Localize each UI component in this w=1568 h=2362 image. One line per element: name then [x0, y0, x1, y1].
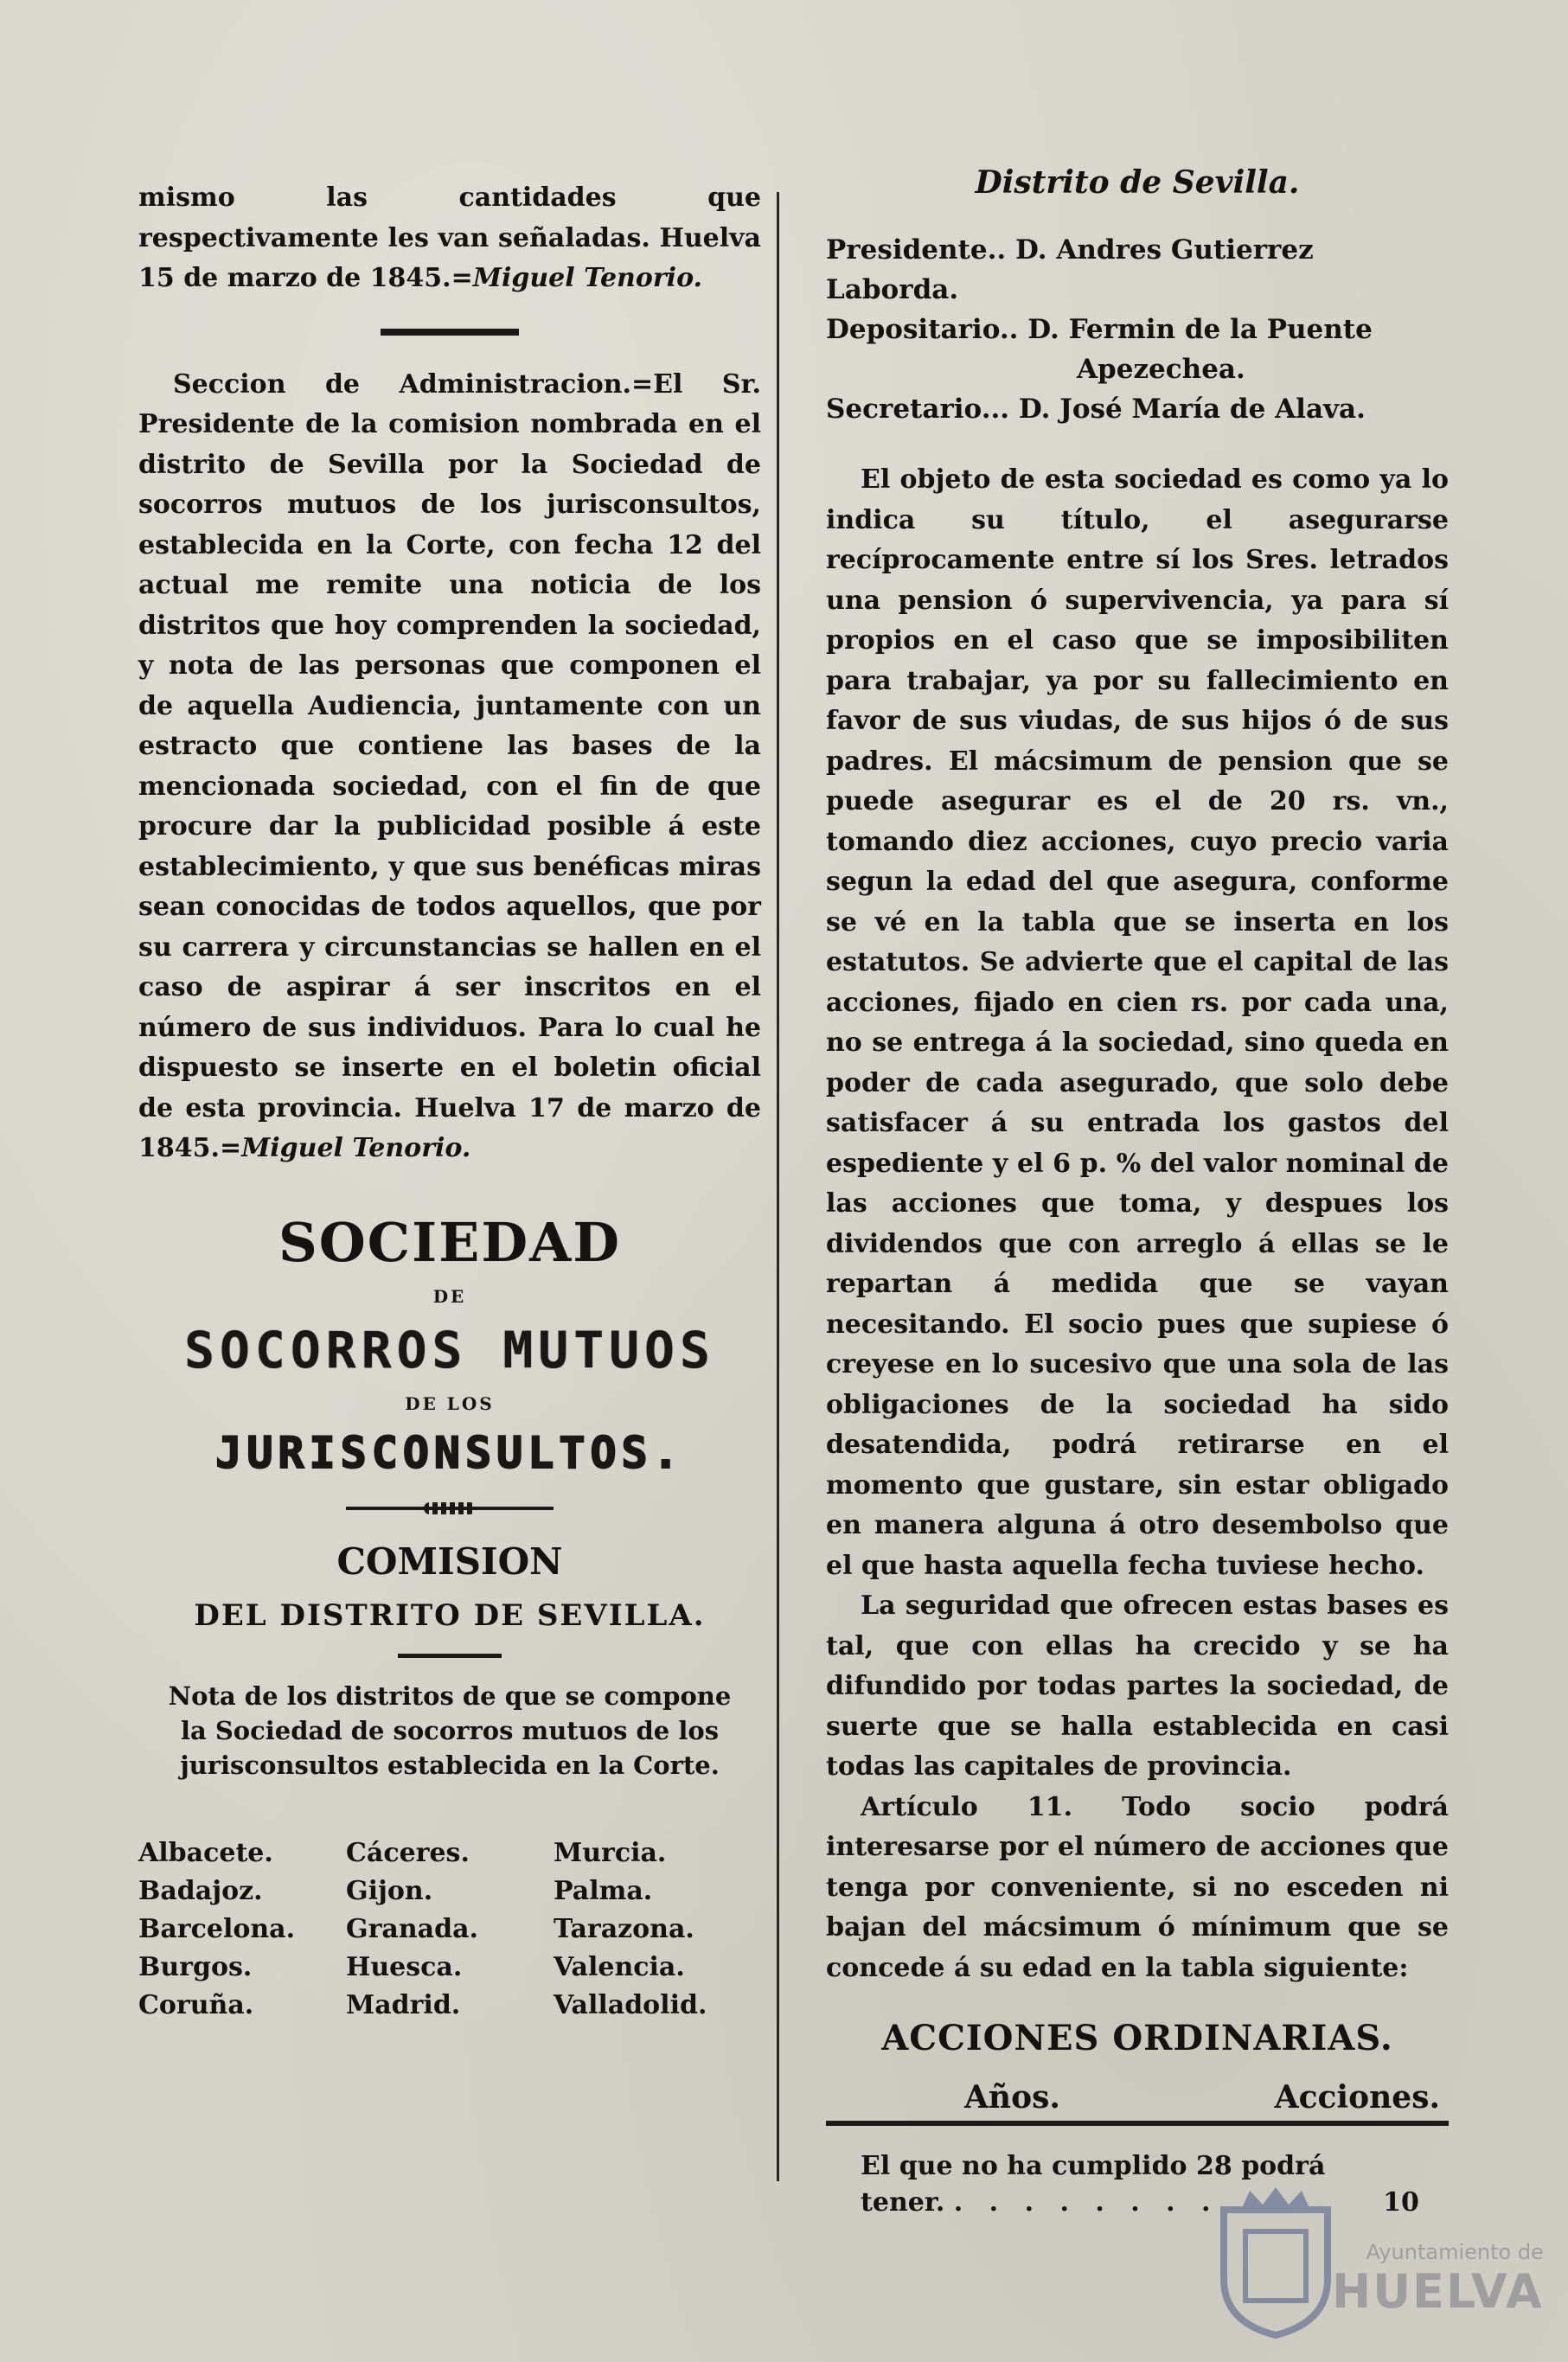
table-row [826, 2148, 1449, 2221]
district-item: Valencia. [554, 1951, 685, 1982]
watermark-line2: HUELVA [1332, 2264, 1544, 2319]
officer-presidente: Presidente.. D. Andres Gutierrez Laborda. [826, 234, 1314, 305]
district-item: Coruña. [138, 1989, 254, 2020]
distrito-sevilla-heading: DEL DISTRITO DE SEVILLA. [194, 1597, 706, 1633]
signature: Miguel Tenorio. [472, 263, 703, 293]
distrito-sevilla-title: Distrito de Sevilla. [975, 164, 1300, 201]
district-item: Badajoz. [138, 1875, 263, 1906]
column-header-acciones: Acciones. [1274, 2079, 1440, 2116]
district-item: Tarazona. [554, 1913, 694, 1944]
left-column [138, 178, 761, 2025]
separator-rule [398, 1654, 502, 1658]
table-header [826, 2079, 1449, 2116]
ayuntamiento-crest-icon [1206, 2184, 1345, 2340]
district-item: Barcelona. [138, 1913, 296, 1944]
de-los-line: DE LOS [405, 1392, 495, 1414]
column-divider [777, 192, 779, 2181]
district-item: Burgos. [138, 1951, 253, 1982]
socorros-mutuos-heading: SOCORROS MUTUOS [184, 1320, 715, 1379]
districts-list [138, 1834, 761, 2025]
articulo-11-paragraph: Artículo 11. Todo socio podrá interesarse por el número de acciones que tenga por conveniente, si no esceden ni bajan del mácsimum ó mínimum que se concede á su edad en la tabla siguiente: [826, 1791, 1449, 1983]
sociedad-heading: SOCIEDAD [278, 1210, 622, 1274]
table-cell-value: 10 [1383, 2187, 1419, 2218]
separator-rule [381, 329, 519, 336]
table-rule [826, 2121, 1449, 2126]
district-item: Huesca. [346, 1951, 463, 1982]
nota-distritos: Nota de los distritos de que se compone la Sociedad de socorros mutuos de los jurisconsultos establecida en la Corte. [168, 1680, 732, 1780]
district-item: Palma. [554, 1875, 653, 1906]
left-opening-paragraph: mismo las cantidades que respectivamente les van señaladas. Huelva 15 de marzo de 1845.=Miguel Tenorio. [138, 182, 761, 293]
district-item: Granada. [346, 1913, 478, 1944]
jurisconsultos-heading: JURISCONSULTOS. [215, 1427, 684, 1478]
signature: Miguel Tenorio. [241, 1133, 471, 1163]
officer-depositario: Depositario.. D. Fermin de la Puente [826, 314, 1373, 345]
officer-depositario-continued: Apezechea. [1077, 354, 1245, 385]
comision-heading: COMISION [336, 1539, 563, 1583]
district-item: Albacete. [138, 1837, 273, 1868]
district-item: Gijon. [346, 1875, 433, 1906]
acciones-ordinarias-heading: ACCIONES ORDINARIAS. [881, 2018, 1393, 2058]
watermark-line1: Ayuntamiento de [1366, 2240, 1544, 2264]
district-item: Murcia. [554, 1837, 667, 1868]
watermark-text [1332, 2240, 1544, 2319]
officer-secretario: Secretario... D. José María de Alava. [826, 394, 1366, 425]
column-header-anos: Años. [964, 2079, 1060, 2116]
objeto-paragraph: El objeto de esta sociedad es como ya lo indica su título, el asegurarse recíprocamente entre sí los Sres. letrados una pension ó supervivencia, ya para sí propios en el caso que se imposibiliten para trabajar, ya por su fallecimiento en favor de sus viudas, de sus hijos ó de sus padres. El mácsimum de pension que se puede asegurar es el de 20 rs. vn., tomando diez acciones, cuyo precio varia segun la edad del que asegura, conforme se vé en la tabla que se inserta en los estatutos. Se advierte que el capital de las acciones, fijado en cien rs. por cada una, no se entrega á la sociedad, sino queda en poder de cada asegurado, que solo debe satisfacer á su entrada los gastos del espediente y el 6 p. % del valor nominal de las acciones que toma, y despues los dividendos que con arreglo á ellas se le repartan á medida que se vayan necesitando. El socio pues que supiese ó creyese en lo sucesivo que una sola de las obligaciones de la sociedad ha sido desatendida, podrá retirarse en el momento que gustare, sin estar obligado en manera alguna á otro desembolso que el que hasta aquella fecha tuviese hecho. [826, 464, 1449, 1581]
administracion-paragraph: Seccion de Administracion.=El Sr. Presidente de la comision nombrada en el distrito de Sevilla por la Sociedad de socorros mutuos de los jurisconsultos, establecida en la Corte, con fecha 12 del actual me remite una noticia de los distritos que hoy comprenden la sociedad, y nota de las personas que componen el de aquella Audiencia, juntamente con un estracto que contiene las bases de la mencionada sociedad, con el fin de que procure dar la publicidad posible á este establecimiento, y que sus benéficas miras sean conocidas de todos aquellos, que por su carrera y circunstancias se hallen en el caso de aspirar á ser inscritos en el número de sus individuos. Para lo cual he dispuesto se inserte en el boletin oficial de esta provincia. Huelva 17 de marzo de 1845.=Miguel Tenorio. [138, 368, 761, 1163]
de-line: DE [432, 1285, 467, 1307]
seguridad-paragraph: La seguridad que ofrecen estas bases es tal, que con ellas ha crecido y se ha difundido por todas partes la sociedad, de suerte que se halla establecida en casi todas las capitales de provincia. [826, 1591, 1449, 1782]
ornamental-separator [346, 1502, 554, 1514]
district-item: Madrid. [346, 1989, 461, 2020]
district-item: Valladolid. [554, 1989, 707, 2020]
right-column [826, 164, 1449, 2221]
table-cell-condition: El que no ha cumplido 28 podrá tener. . . . . . . . . [861, 2151, 1326, 2218]
district-item: Cáceres. [346, 1837, 470, 1868]
